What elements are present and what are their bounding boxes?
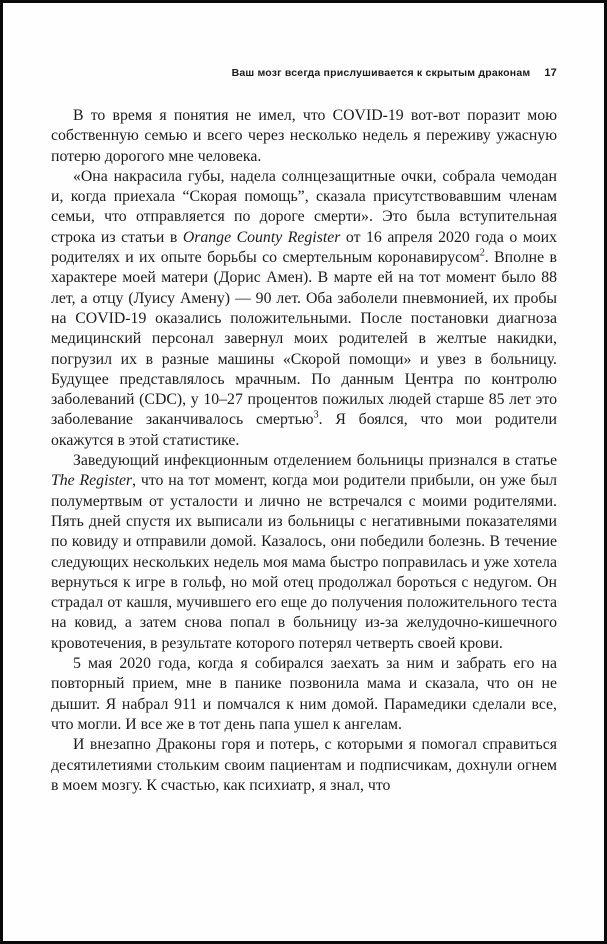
paragraph-1: В то время я понятия не имел, что COVID-19 вот-вот поразит мою собственную семью и всего через несколько недель я переживу ужасную потерю дорогого мне человека. <box>51 107 557 165</box>
footnote-marker: 3 <box>313 410 319 422</box>
italic-citation: Orange County Register <box>182 228 341 246</box>
text-run: «Она накрасила губы, надела солнцезащитные очки, собрала чемодан и, когда приехала “Скорая помощь”, сказала присутствовавшим членам семьи, что отправляется по дороге смерти». Это была вступительная строка из статьи в <box>51 167 557 246</box>
italic-citation: The Register <box>51 472 133 490</box>
text-run: . Вполне в характере моей матери (Дорис Амен). В марте ей на тот момент было 88 лет, а отцу (Луису Амену) — 90 лет. Оба заболели пневмонией, их пробы на COVID-19 оказались положительными. После постановки диагноза медицинский персонал завернул моих родителей в желтые накидки, погрузил их в разные машины «Скорой помощи» и увез в больницу. Будущее представлялось мрачным. По данным Центра по контролю заболеваний (CDC), у 10–27 процентов пожилых людей старше 85 лет это заболевание заканчивалось смертью <box>51 249 557 429</box>
body-text <box>51 106 557 796</box>
text-run: . Я боялся, что мои родители окажутся в этой статистике. <box>51 411 557 449</box>
text-run: от 16 апреля 2020 года о моих родителях и их опыте борьбы со смертельным коронавирусом <box>51 228 557 267</box>
paragraph-4: 5 мая 2020 года, когда я собирался заехать за ним и забрать его на повторный прием, мне в панике позвонила мама и сказала, что он не дышит. Я набрал 911 и помчался к ним домой. Парамедики сделали все, что могли. И все же в тот день папа ушел к ангелам. <box>51 655 557 733</box>
footnote-marker: 2 <box>479 247 485 259</box>
running-title: Ваш мозг всегда прислушивается к скрытым драконам <box>231 67 531 79</box>
running-head <box>51 67 557 79</box>
paragraph-3 <box>51 451 557 654</box>
text-run: Заведующий инфекционным отделением больницы признался в статье <box>73 452 557 470</box>
text-run: , что на тот момент, когда мои родители прибыли, он уже был полумертвым от усталости и лично не встречался с моими родителями. Пять дней спустя их выписали из больницы с негативными показателями по ковиду и отправили домой. Казалось, они победили болезнь. В течение следующих нескольких недель моя мама быстро поправилась и уже хотела вернуться к игре в гольф, но мой отец продолжал бороться с недугом. Он страдал от кашля, мучившего его еще до получения положительного теста на ковид, а затем снова попал в больницу из-за желудочно-кишечного кровотечения, в результате которого потерял четверть своей крови. <box>51 472 557 652</box>
paragraph-5: И внезапно Драконы горя и потерь, с которыми я помогал справиться десятилетиями стольким своим пациентам и подписчикам, дохнули огнем в моем мозгу. К счастью, как психиатр, я знал, что <box>51 736 557 794</box>
page-number: 17 <box>544 67 557 79</box>
paragraph-2 <box>51 167 557 451</box>
